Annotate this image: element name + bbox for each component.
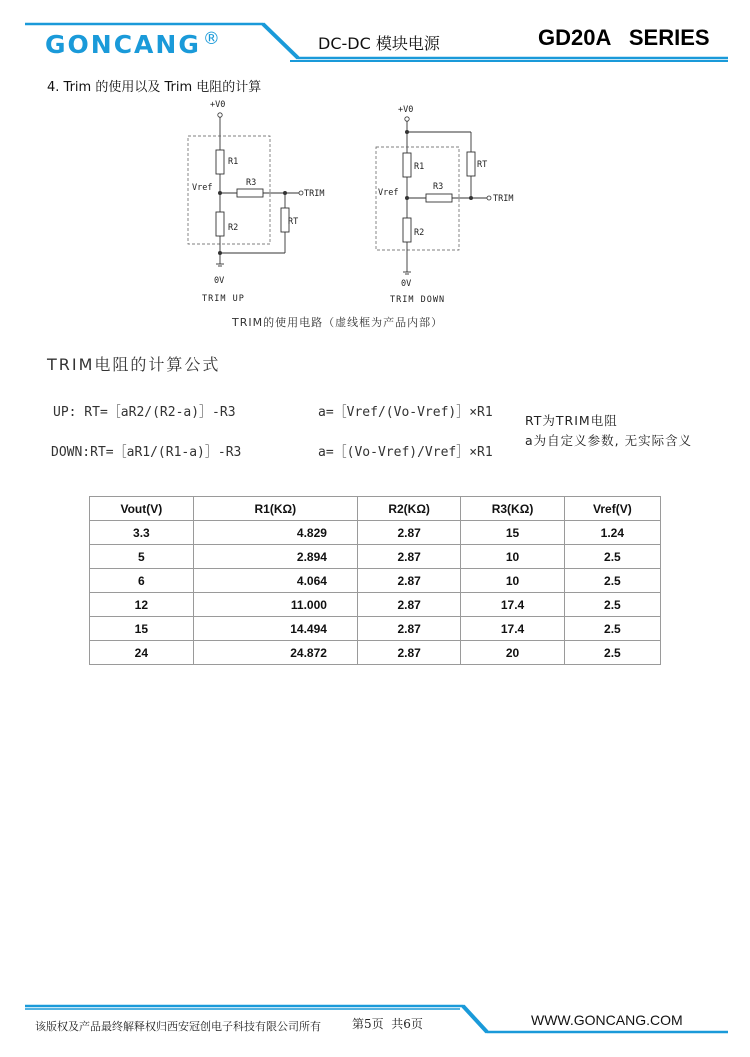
table-cell: 6 [90, 569, 194, 593]
col-header: R1(KΩ) [193, 497, 357, 521]
table-cell: 4.064 [193, 569, 357, 593]
rt-resistor-down [467, 152, 475, 176]
table-cell: 1.24 [564, 521, 660, 545]
ground-label-down: 0V [401, 279, 412, 289]
rt-note: RT为TRIM电阻 [525, 413, 618, 428]
col-header: R3(KΩ) [461, 497, 564, 521]
table-cell: 3.3 [90, 521, 194, 545]
table-row [90, 521, 661, 545]
col-header: Vref(V) [564, 497, 660, 521]
trim-label-down: TRIM [493, 194, 514, 204]
table-row [90, 569, 661, 593]
table-cell: 24.872 [193, 641, 357, 665]
table-cell: 17.4 [461, 593, 564, 617]
table-row [90, 593, 661, 617]
r2-label-down: R2 [414, 228, 425, 238]
col-header: R2(KΩ) [357, 497, 460, 521]
calc-title: TRIM电阻的计算公式 [47, 355, 221, 374]
r1-label: R1 [228, 157, 239, 167]
table-cell: 2.5 [564, 617, 660, 641]
up-formula: UP: RT=［aR2/(R2-a)］-R3 [53, 405, 236, 420]
trim-circuit-diagram [180, 96, 520, 311]
table-header-row [90, 497, 661, 521]
r2-resistor [216, 212, 224, 236]
trim-label: TRIM [304, 189, 325, 199]
table-row [90, 641, 661, 665]
table-cell: 2.87 [357, 569, 460, 593]
vref-label-down: Vref [378, 188, 399, 198]
table-cell: 12 [90, 593, 194, 617]
r1-resistor [216, 150, 224, 174]
up-a-formula: a=［Vref/(Vo-Vref)］×R1 [318, 405, 493, 420]
r2-label: R2 [228, 223, 239, 233]
down-a-formula: a=［(Vo-Vref)/Vref］×R1 [318, 445, 493, 460]
vref-label: Vref [192, 183, 213, 193]
r3-label-down: R3 [433, 182, 444, 192]
table-cell: 2.87 [357, 641, 460, 665]
table-cell: 2.5 [564, 545, 660, 569]
r3-resistor-down [426, 194, 452, 202]
product-type: DC-DC 模块电源 [318, 34, 440, 53]
col-header: Vout(V) [90, 497, 194, 521]
trim-up-circuit [188, 100, 324, 304]
r1-resistor-down [403, 153, 411, 177]
trim-down-circuit [376, 105, 513, 305]
table-cell: 24 [90, 641, 194, 665]
table-cell: 5 [90, 545, 194, 569]
table-cell: 15 [90, 617, 194, 641]
table-cell: 2.87 [357, 545, 460, 569]
table-cell: 10 [461, 545, 564, 569]
table-row [90, 617, 661, 641]
table-cell: 20 [461, 641, 564, 665]
down-formula: DOWN:RT=［aR1/(R1-a)］-R3 [51, 445, 242, 460]
r2-resistor-down [403, 218, 411, 242]
trim-down-label: TRIM DOWN [390, 295, 446, 305]
table-cell: 15 [461, 521, 564, 545]
r1-label-down: R1 [414, 162, 425, 172]
r3-label: R3 [246, 178, 257, 188]
table-cell: 17.4 [461, 617, 564, 641]
vplus-label: +V0 [210, 100, 226, 110]
rt-label: RT [288, 217, 299, 227]
vplus-label-down: +V0 [398, 105, 414, 115]
table-cell: 2.5 [564, 593, 660, 617]
series-title: GD20A SERIES [538, 25, 710, 50]
registered-mark: ® [202, 29, 222, 49]
page-number: 第5页 共6页 [352, 1017, 423, 1031]
footer-website: WWW.GONCANG.COM [531, 1012, 683, 1028]
table-cell: 2.87 [357, 617, 460, 641]
trim-parameter-table [89, 496, 661, 665]
ground-label: 0V [214, 276, 225, 286]
table-cell: 14.494 [193, 617, 357, 641]
table-cell: 2.5 [564, 641, 660, 665]
table-cell: 2.87 [357, 521, 460, 545]
table-cell: 2.5 [564, 569, 660, 593]
circuit-caption: TRIM的使用电路（虚线框为产品内部） [232, 316, 444, 329]
header-rule [0, 0, 750, 70]
table-cell: 2.87 [357, 593, 460, 617]
table-cell: 2.894 [193, 545, 357, 569]
rt-label-down: RT [477, 160, 488, 170]
table-cell: 4.829 [193, 521, 357, 545]
a-note: a为自定义参数, 无实际含义 [525, 433, 693, 448]
section-title: 4. Trim 的使用以及 Trim 电阻的计算 [47, 80, 262, 95]
trim-up-label: TRIM UP [202, 294, 245, 304]
table-cell: 10 [461, 569, 564, 593]
footer-copyright: 该版权及产品最终解释权归西安冠创电子科技有限公司所有 [35, 1020, 321, 1033]
r3-resistor [237, 189, 263, 197]
logo-text: GONCANG [45, 30, 201, 59]
table-row [90, 545, 661, 569]
table-cell: 11.000 [193, 593, 357, 617]
